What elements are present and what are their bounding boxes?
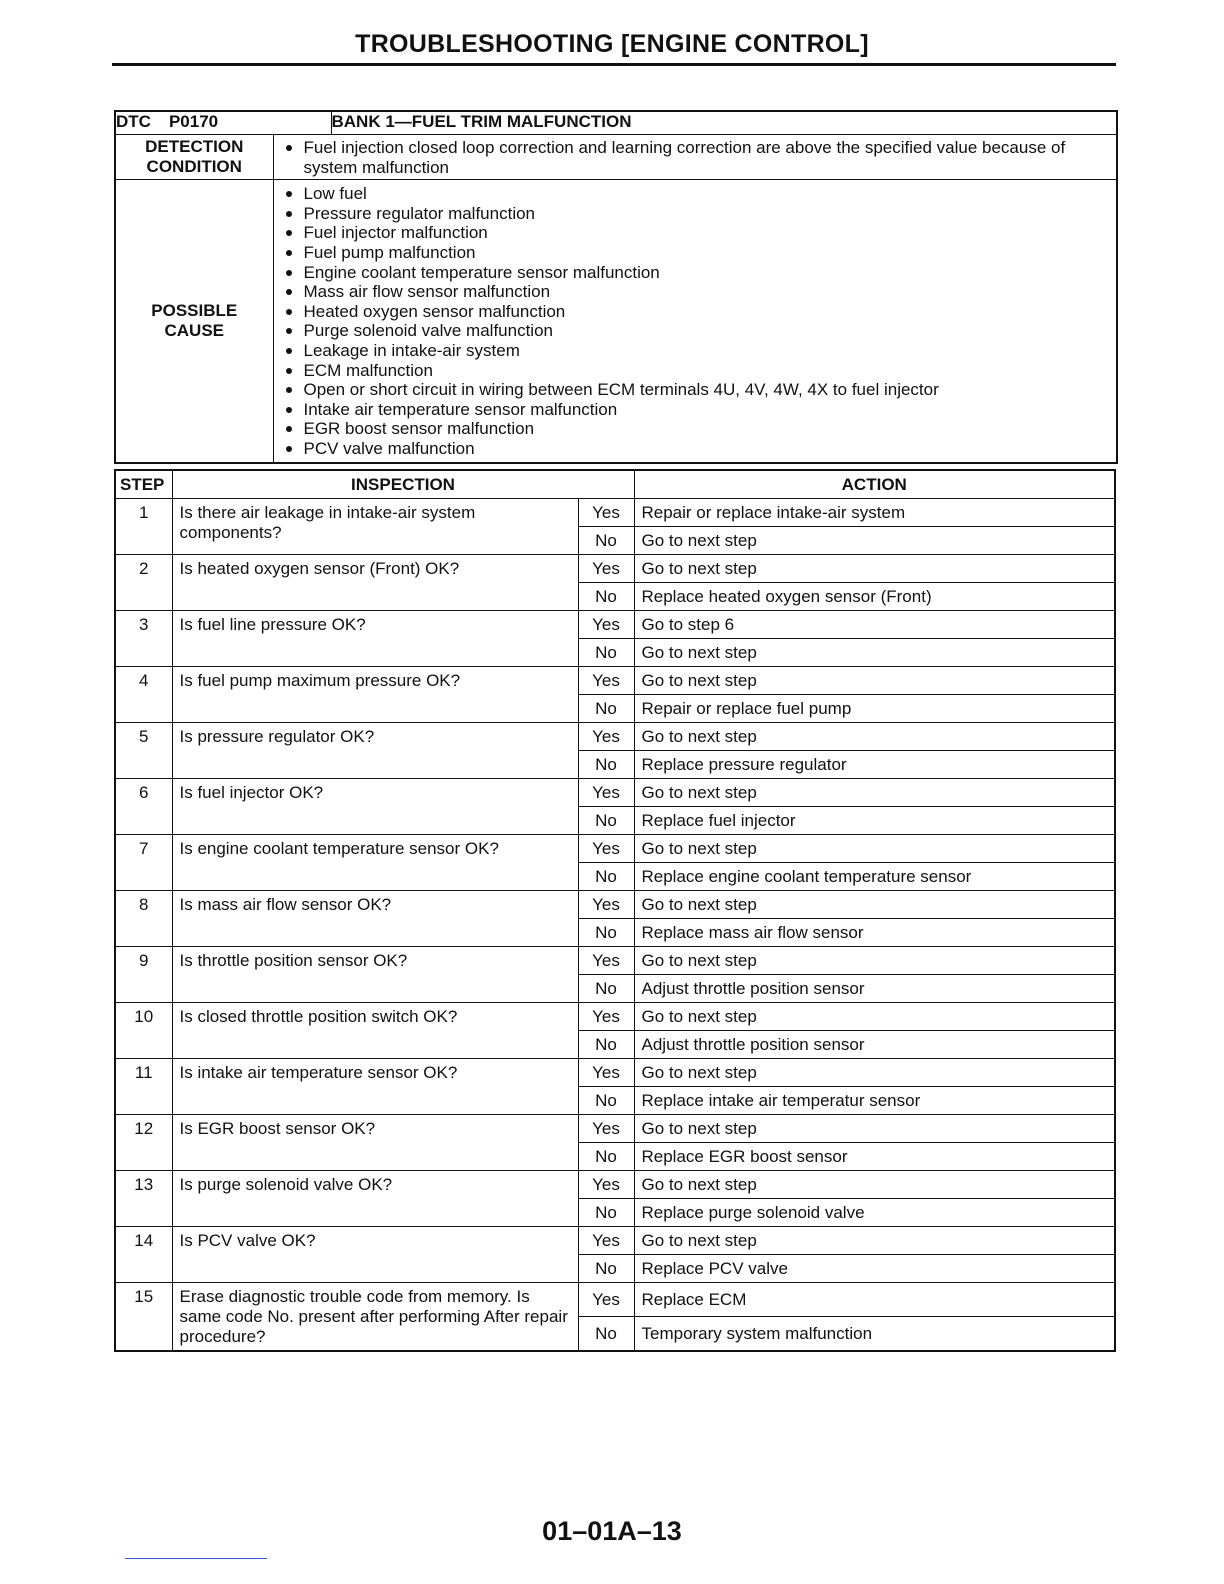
possible-cause-label-line2: CAUSE — [164, 320, 224, 340]
title-rule — [112, 63, 1116, 66]
step-row-yes — [115, 1171, 1115, 1199]
no-label: No — [578, 807, 634, 835]
yes-label: Yes — [578, 835, 634, 863]
yes-label: Yes — [578, 1059, 634, 1087]
step-number: 3 — [115, 611, 172, 667]
cause-item: Leakage in intake-air system — [282, 341, 1111, 361]
yes-action: Replace ECM — [634, 1283, 1115, 1317]
step-inspection: Erase diagnostic trouble code from memory. Is same code No. present after performing After repair procedure? — [172, 1283, 578, 1352]
no-label: No — [578, 1255, 634, 1283]
page-number: 01–01A–13 — [542, 1516, 682, 1546]
possible-cause-label-line1: POSSIBLE — [151, 300, 238, 320]
yes-action: Go to next step — [634, 723, 1115, 751]
step-inspection: Is throttle position sensor OK? — [172, 947, 578, 1003]
step-inspection: Is intake air temperature sensor OK? — [172, 1059, 578, 1115]
step-inspection: Is purge solenoid valve OK? — [172, 1171, 578, 1227]
step-row-yes — [115, 1283, 1115, 1317]
no-action: Replace purge solenoid valve — [634, 1199, 1115, 1227]
footer-rule — [125, 1558, 267, 1559]
yes-label: Yes — [578, 1283, 634, 1317]
detection-row — [115, 135, 1117, 180]
yes-action: Repair or replace intake-air system — [634, 499, 1115, 527]
cause-item: ECM malfunction — [282, 361, 1111, 381]
no-label: No — [578, 1087, 634, 1115]
yes-action: Go to next step — [634, 779, 1115, 807]
yes-action: Go to next step — [634, 1115, 1115, 1143]
yes-action: Go to next step — [634, 891, 1115, 919]
cause-item: Intake air temperature sensor malfunction — [282, 400, 1111, 420]
step-inspection: Is fuel pump maximum pressure OK? — [172, 667, 578, 723]
step-row-yes — [115, 667, 1115, 695]
dtc-info-table — [114, 110, 1118, 464]
step-row-yes — [115, 611, 1115, 639]
detection-label-line2: CONDITION — [146, 157, 242, 177]
possible-cause-list — [274, 180, 1117, 461]
no-label: No — [578, 751, 634, 779]
step-number: 13 — [115, 1171, 172, 1227]
no-action: Temporary system malfunction — [634, 1317, 1115, 1352]
yes-label: Yes — [578, 891, 634, 919]
no-label: No — [578, 1031, 634, 1059]
cause-item: Fuel injector malfunction — [282, 223, 1111, 243]
step-inspection: Is heated oxygen sensor (Front) OK? — [172, 555, 578, 611]
yes-label: Yes — [578, 779, 634, 807]
step-inspection: Is there air leakage in intake-air system components? — [172, 499, 578, 555]
no-action: Replace pressure regulator — [634, 751, 1115, 779]
step-number: 8 — [115, 891, 172, 947]
yes-action: Go to step 6 — [634, 611, 1115, 639]
dtc-code-cell — [115, 111, 331, 135]
step-inspection: Is pressure regulator OK? — [172, 723, 578, 779]
step-inspection: Is closed throttle position switch OK? — [172, 1003, 578, 1059]
steps-table — [114, 469, 1116, 1352]
cause-item: Purge solenoid valve malfunction — [282, 321, 1111, 341]
dtc-label: DTC — [116, 112, 151, 131]
step-column-header: STEP — [115, 470, 172, 499]
no-action: Replace heated oxygen sensor (Front) — [634, 583, 1115, 611]
step-inspection: Is engine coolant temperature sensor OK? — [172, 835, 578, 891]
step-inspection: Is fuel line pressure OK? — [172, 611, 578, 667]
yes-label: Yes — [578, 555, 634, 583]
step-number: 4 — [115, 667, 172, 723]
yes-action: Go to next step — [634, 1003, 1115, 1031]
cause-item: PCV valve malfunction — [282, 439, 1111, 459]
yes-action: Go to next step — [634, 835, 1115, 863]
step-number: 10 — [115, 1003, 172, 1059]
yes-label: Yes — [578, 1227, 634, 1255]
cause-item: Fuel pump malfunction — [282, 243, 1111, 263]
yes-action: Go to next step — [634, 1171, 1115, 1199]
yes-label: Yes — [578, 947, 634, 975]
no-action: Replace fuel injector — [634, 807, 1115, 835]
cause-item: Open or short circuit in wiring between ECM terminals 4U, 4V, 4W, 4X to fuel injector — [282, 380, 1111, 400]
step-row-yes — [115, 1003, 1115, 1031]
no-label: No — [578, 527, 634, 555]
step-row-yes — [115, 1115, 1115, 1143]
steps-body — [115, 499, 1115, 1352]
yes-action: Go to next step — [634, 1227, 1115, 1255]
no-label: No — [578, 1317, 634, 1352]
yes-label: Yes — [578, 611, 634, 639]
cause-item: Heated oxygen sensor malfunction — [282, 302, 1111, 322]
page-title: TROUBLESHOOTING [ENGINE CONTROL] — [355, 30, 869, 58]
yes-label: Yes — [578, 1171, 634, 1199]
no-action: Replace mass air flow sensor — [634, 919, 1115, 947]
no-action: Repair or replace fuel pump — [634, 695, 1115, 723]
step-row-yes — [115, 1059, 1115, 1087]
possible-cause-label — [115, 180, 273, 463]
step-row-yes — [115, 499, 1115, 527]
no-label: No — [578, 583, 634, 611]
step-inspection: Is EGR boost sensor OK? — [172, 1115, 578, 1171]
no-action: Adjust throttle position sensor — [634, 1031, 1115, 1059]
possible-cause-row — [115, 180, 1117, 463]
step-number: 7 — [115, 835, 172, 891]
dtc-name: BANK 1—FUEL TRIM MALFUNCTION — [331, 111, 1117, 135]
step-row-yes — [115, 835, 1115, 863]
inspection-column-header: INSPECTION — [172, 470, 634, 499]
detection-label-line1: DETECTION — [145, 137, 244, 157]
step-number: 14 — [115, 1227, 172, 1283]
step-row-yes — [115, 779, 1115, 807]
dtc-code: P0170 — [168, 112, 219, 131]
no-label: No — [578, 639, 634, 667]
step-number: 1 — [115, 499, 172, 555]
no-action: Replace engine coolant temperature sensor — [634, 863, 1115, 891]
step-number: 6 — [115, 779, 172, 835]
no-action: Go to next step — [634, 527, 1115, 555]
no-label: No — [578, 919, 634, 947]
yes-label: Yes — [578, 723, 634, 751]
no-label: No — [578, 1143, 634, 1171]
step-number: 11 — [115, 1059, 172, 1115]
no-action: Adjust throttle position sensor — [634, 975, 1115, 1003]
yes-label: Yes — [578, 499, 634, 527]
detection-text: Fuel injection closed loop correction and learning correction are above the specified value because of system malfunction — [282, 138, 1111, 177]
no-label: No — [578, 863, 634, 891]
no-label: No — [578, 695, 634, 723]
dtc-header-row — [115, 111, 1117, 135]
step-number: 9 — [115, 947, 172, 1003]
step-row-yes — [115, 723, 1115, 751]
yes-action: Go to next step — [634, 1059, 1115, 1087]
detection-label — [115, 135, 273, 180]
step-number: 12 — [115, 1115, 172, 1171]
steps-header-row — [115, 470, 1115, 499]
no-action: Replace EGR boost sensor — [634, 1143, 1115, 1171]
no-label: No — [578, 1199, 634, 1227]
action-column-header: ACTION — [634, 470, 1115, 499]
no-action: Replace PCV valve — [634, 1255, 1115, 1283]
step-number: 15 — [115, 1283, 172, 1352]
detection-cell — [273, 135, 1117, 180]
cause-item: Low fuel — [282, 184, 1111, 204]
no-label: No — [578, 975, 634, 1003]
yes-action: Go to next step — [634, 555, 1115, 583]
no-action: Replace intake air temperatur sensor — [634, 1087, 1115, 1115]
yes-label: Yes — [578, 1003, 634, 1031]
step-row-yes — [115, 1227, 1115, 1255]
cause-item: Pressure regulator malfunction — [282, 204, 1111, 224]
step-inspection: Is fuel injector OK? — [172, 779, 578, 835]
yes-action: Go to next step — [634, 667, 1115, 695]
yes-label: Yes — [578, 1115, 634, 1143]
possible-cause-cell — [273, 180, 1117, 463]
step-number: 2 — [115, 555, 172, 611]
yes-action: Go to next step — [634, 947, 1115, 975]
step-inspection: Is mass air flow sensor OK? — [172, 891, 578, 947]
no-action: Go to next step — [634, 639, 1115, 667]
cause-item: EGR boost sensor malfunction — [282, 419, 1111, 439]
step-number: 5 — [115, 723, 172, 779]
step-row-yes — [115, 555, 1115, 583]
yes-label: Yes — [578, 667, 634, 695]
step-row-yes — [115, 947, 1115, 975]
cause-item: Engine coolant temperature sensor malfunction — [282, 263, 1111, 283]
step-inspection: Is PCV valve OK? — [172, 1227, 578, 1283]
cause-item: Mass air flow sensor malfunction — [282, 282, 1111, 302]
step-row-yes — [115, 891, 1115, 919]
